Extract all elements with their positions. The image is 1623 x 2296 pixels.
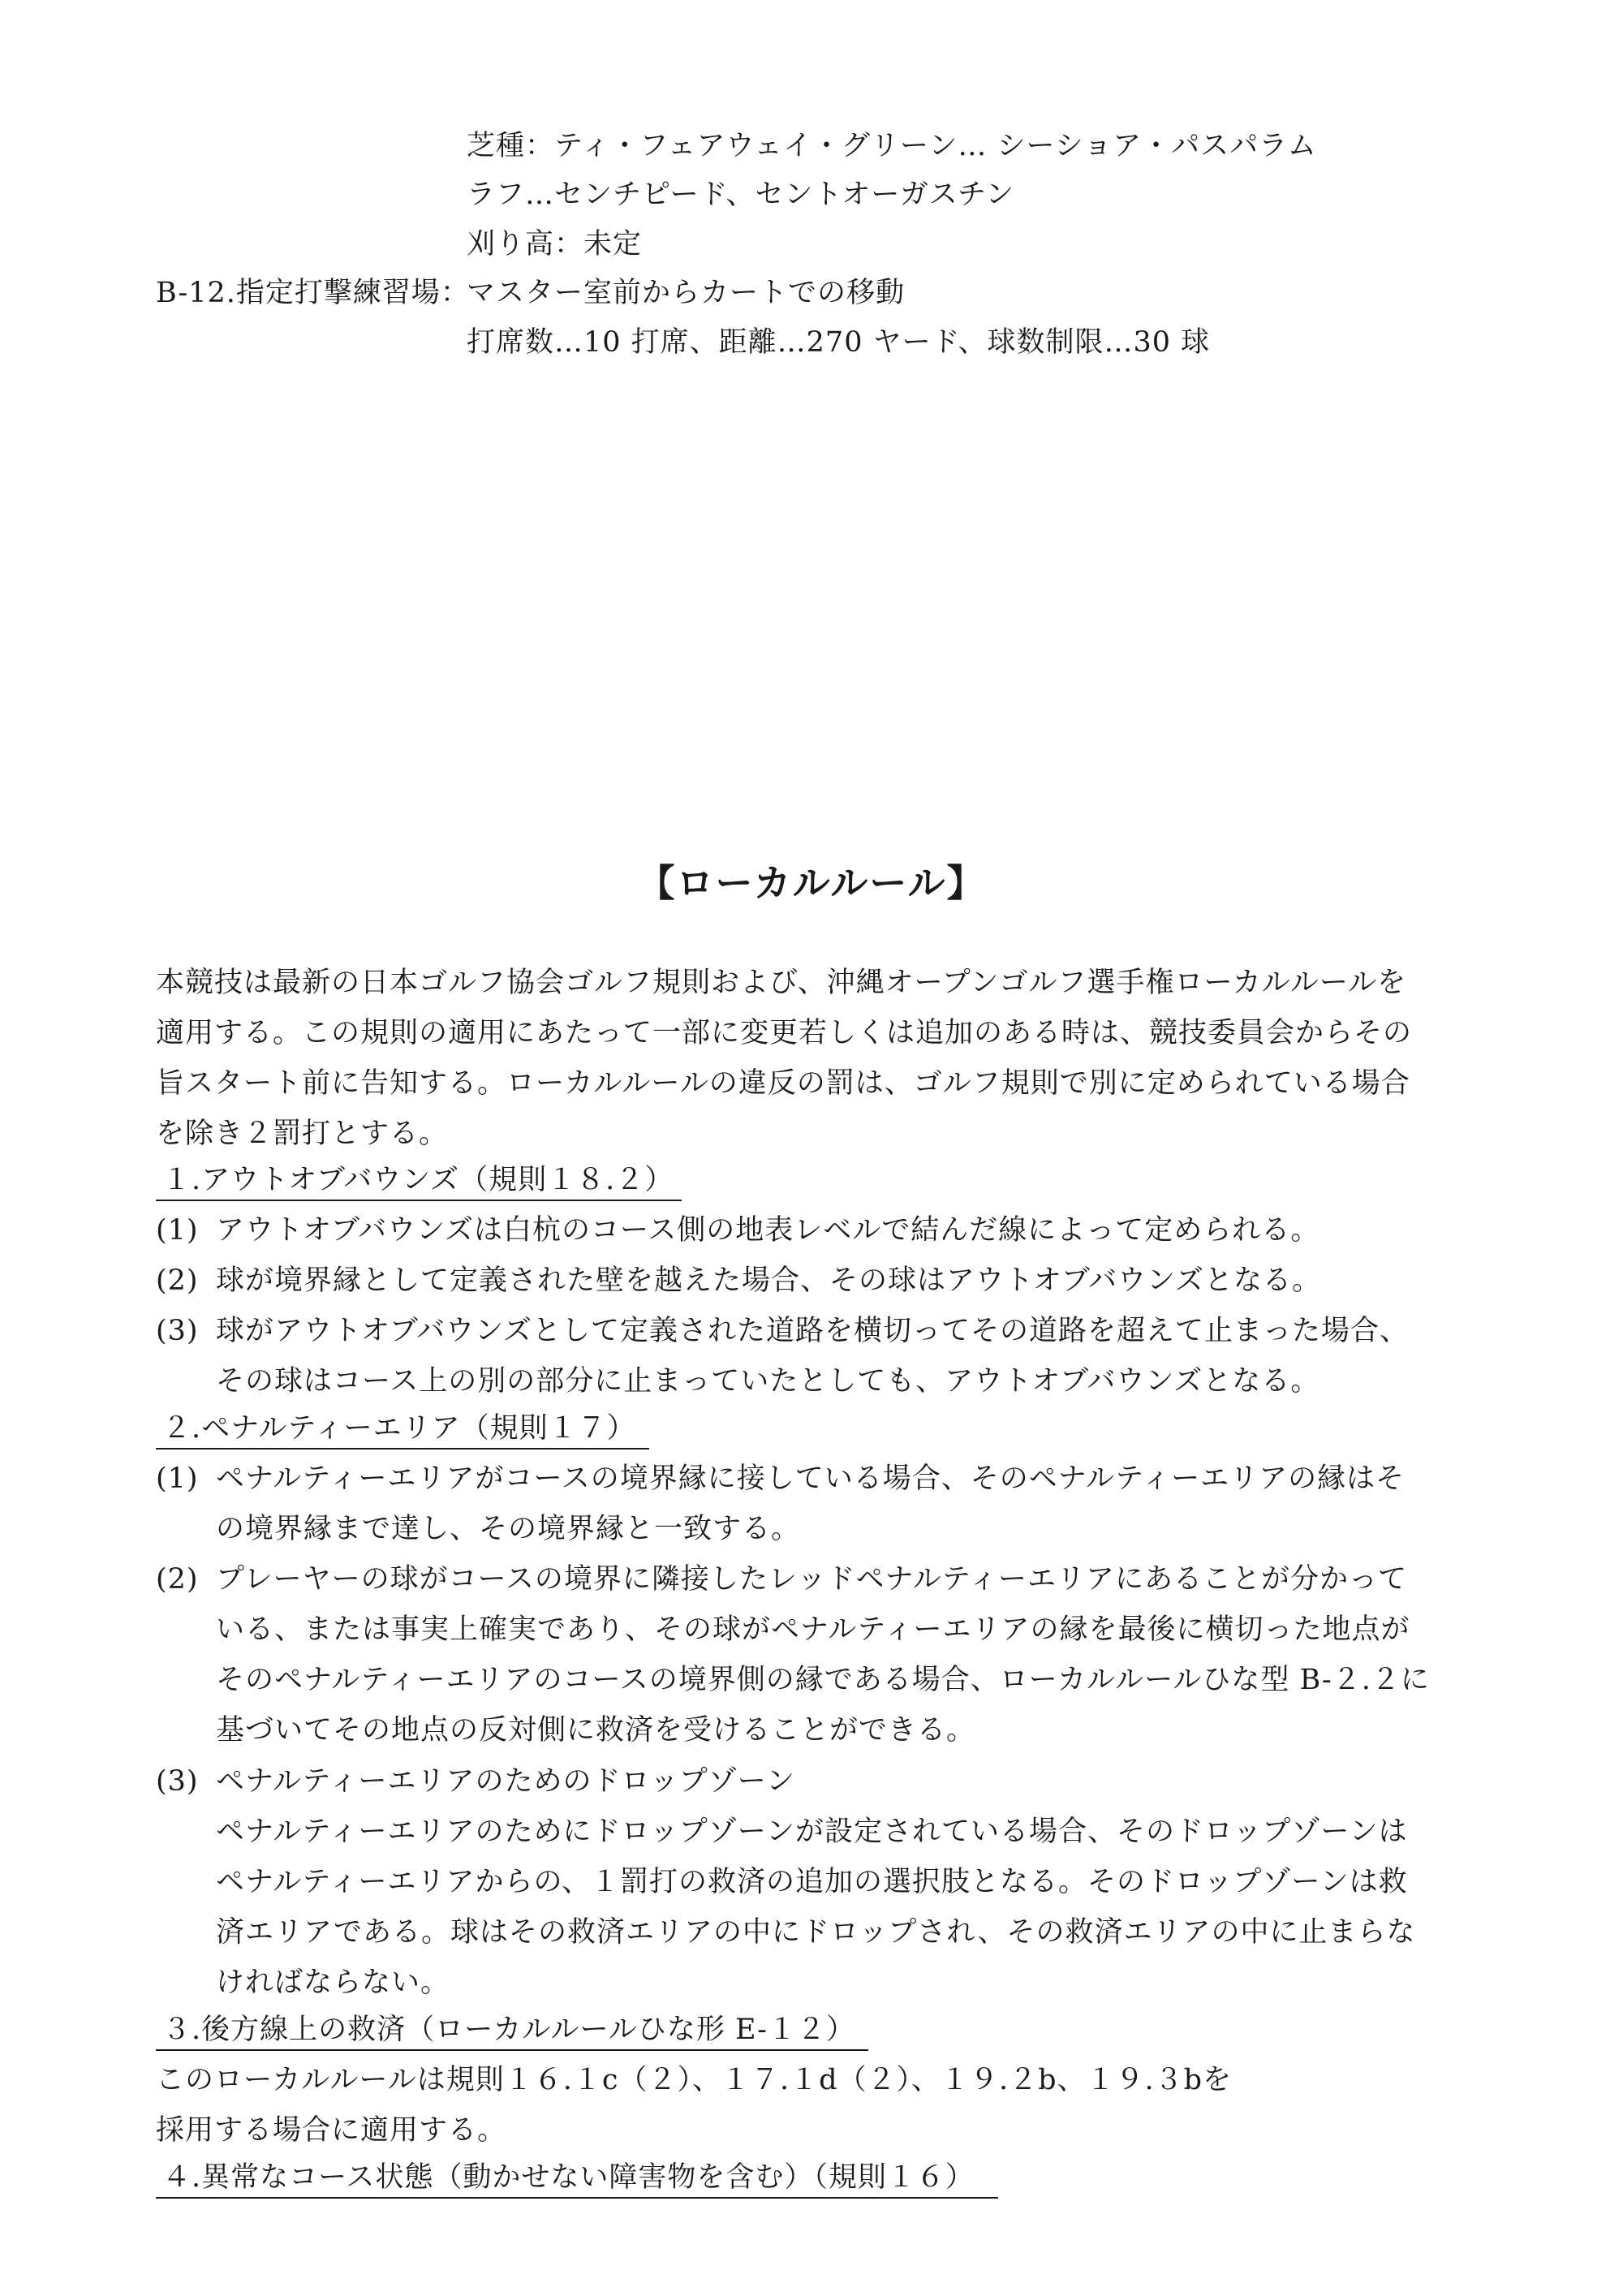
range-label: B-12.指定打撃練習場： — [156, 277, 470, 309]
s1-item2-line1: 球が境界縁として定義された壁を越えた場合、その球はアウトオブバウンズとなる。 — [216, 1264, 1322, 1297]
s1-item3-line1: 球がアウトオブバウンズとして定義された道路を横切ってその道路を超えて止まった場合、 — [216, 1315, 1410, 1347]
s2-item2-line2: いる、または事実上確実であり、その球がペナルティーエリアの縁を最後に横切った地点が — [216, 1613, 1410, 1646]
s2-item1-line1: ペナルティーエリアがコースの境界縁に接している場合、そのペナルティーエリアの縁はそ — [216, 1462, 1406, 1495]
s1-item2-num: (2) — [156, 1264, 199, 1297]
mowing-height-line: 刈り高：未定 — [467, 228, 643, 261]
s1-item3-num: (3) — [156, 1315, 199, 1347]
s2-item2-line1: プレーヤーの球がコースの境界に隣接したレッドペナルティーエリアにあることが分かって — [216, 1563, 1407, 1596]
s2-item2-line4: 基づいてその地点の反対側に救済を受けることができる。 — [216, 1714, 976, 1747]
s2-item1-line2: の境界縁まで達し、その境界縁と一致する。 — [216, 1513, 801, 1545]
s1-item1-num: (1) — [156, 1214, 199, 1247]
intro-line-1: 本競技は最新の日本ゴルフ協会ゴルフ規則および、沖縄オープンゴルフ選手権ローカルルールを — [156, 967, 1407, 999]
s2-item3-line2: ペナルティーエリアのためにドロップゾーンが設定されている場合、そのドロップゾーンは — [216, 1816, 1408, 1848]
section-heading-back-on-line-relief: ３.後方線上の救済（ローカルルールひな形 E-１２） — [156, 2012, 868, 2051]
s2-item3-line4: 済エリアである。球はその救済エリアの中にドロップされ、その救済エリアの中に止まらな — [216, 1916, 1416, 1949]
turf-types-line: 芝種：ティ・フェアウェイ・グリーン… シーショア・パスパラム — [467, 130, 1317, 162]
rough-line: ラフ…センチピード、セントオーガスチン — [467, 179, 1015, 211]
intro-line-4: を除き２罰打とする。 — [156, 1118, 449, 1150]
s2-item3-line1: ペナルティーエリアのためのドロップゾーン — [216, 1765, 796, 1798]
s3-line2: 採用する場合に適用する。 — [156, 2114, 507, 2147]
intro-line-3: 旨スタート前に告知する。ローカルルールの違反の罰は、ゴルフ規則で別に定められている場合 — [156, 1067, 1410, 1100]
s3-line1: このローカルルールは規則１６.１c（２）、１７.１d（２）、１９.２b、１９.３bを — [156, 2064, 1233, 2096]
s1-item1-line1: アウトオブバウンズは白杭のコース側の地表レベルで結んだ線によって定められる。 — [216, 1214, 1320, 1247]
s2-item3-line5: ければならない。 — [216, 1966, 450, 1999]
section-heading-abnormal-course-conditions: ４.異常なコース状態（動かせない障害物を含む）（規則１６） — [156, 2160, 998, 2199]
local-rules-title: 【ローカルルール】 — [637, 861, 986, 905]
section-heading-out-of-bounds: １.アウトオブバウンズ（規則１８.２） — [156, 1162, 682, 1201]
s2-item2-num: (2) — [156, 1563, 199, 1596]
s1-item3-line2: その球はコース上の別の部分に止まっていたとしても、アウトオブバウンズとなる。 — [216, 1365, 1320, 1398]
s2-item2-line3: そのペナルティーエリアのコースの境界側の縁である場合、ローカルルールひな型 B-２.２に — [216, 1664, 1430, 1696]
intro-line-2: 適用する。この規則の適用にあたって一部に変更若しくは追加のある時は、競技委員会からその — [156, 1017, 1413, 1049]
section-heading-penalty-area: ２.ペナルティーエリア（規則１７） — [156, 1411, 649, 1450]
range-access-line: マスター室前からカートでの移動 — [467, 277, 906, 309]
s2-item3-num: (3) — [156, 1765, 199, 1798]
s2-item3-line3: ペナルティーエリアからの、１罰打の救済の追加の選択肢となる。そのドロップゾーンは救 — [216, 1866, 1408, 1898]
range-details-line: 打席数…10 打席、距離…270 ヤード、球数制限…30 球 — [467, 326, 1211, 359]
s2-item1-num: (1) — [156, 1462, 199, 1495]
